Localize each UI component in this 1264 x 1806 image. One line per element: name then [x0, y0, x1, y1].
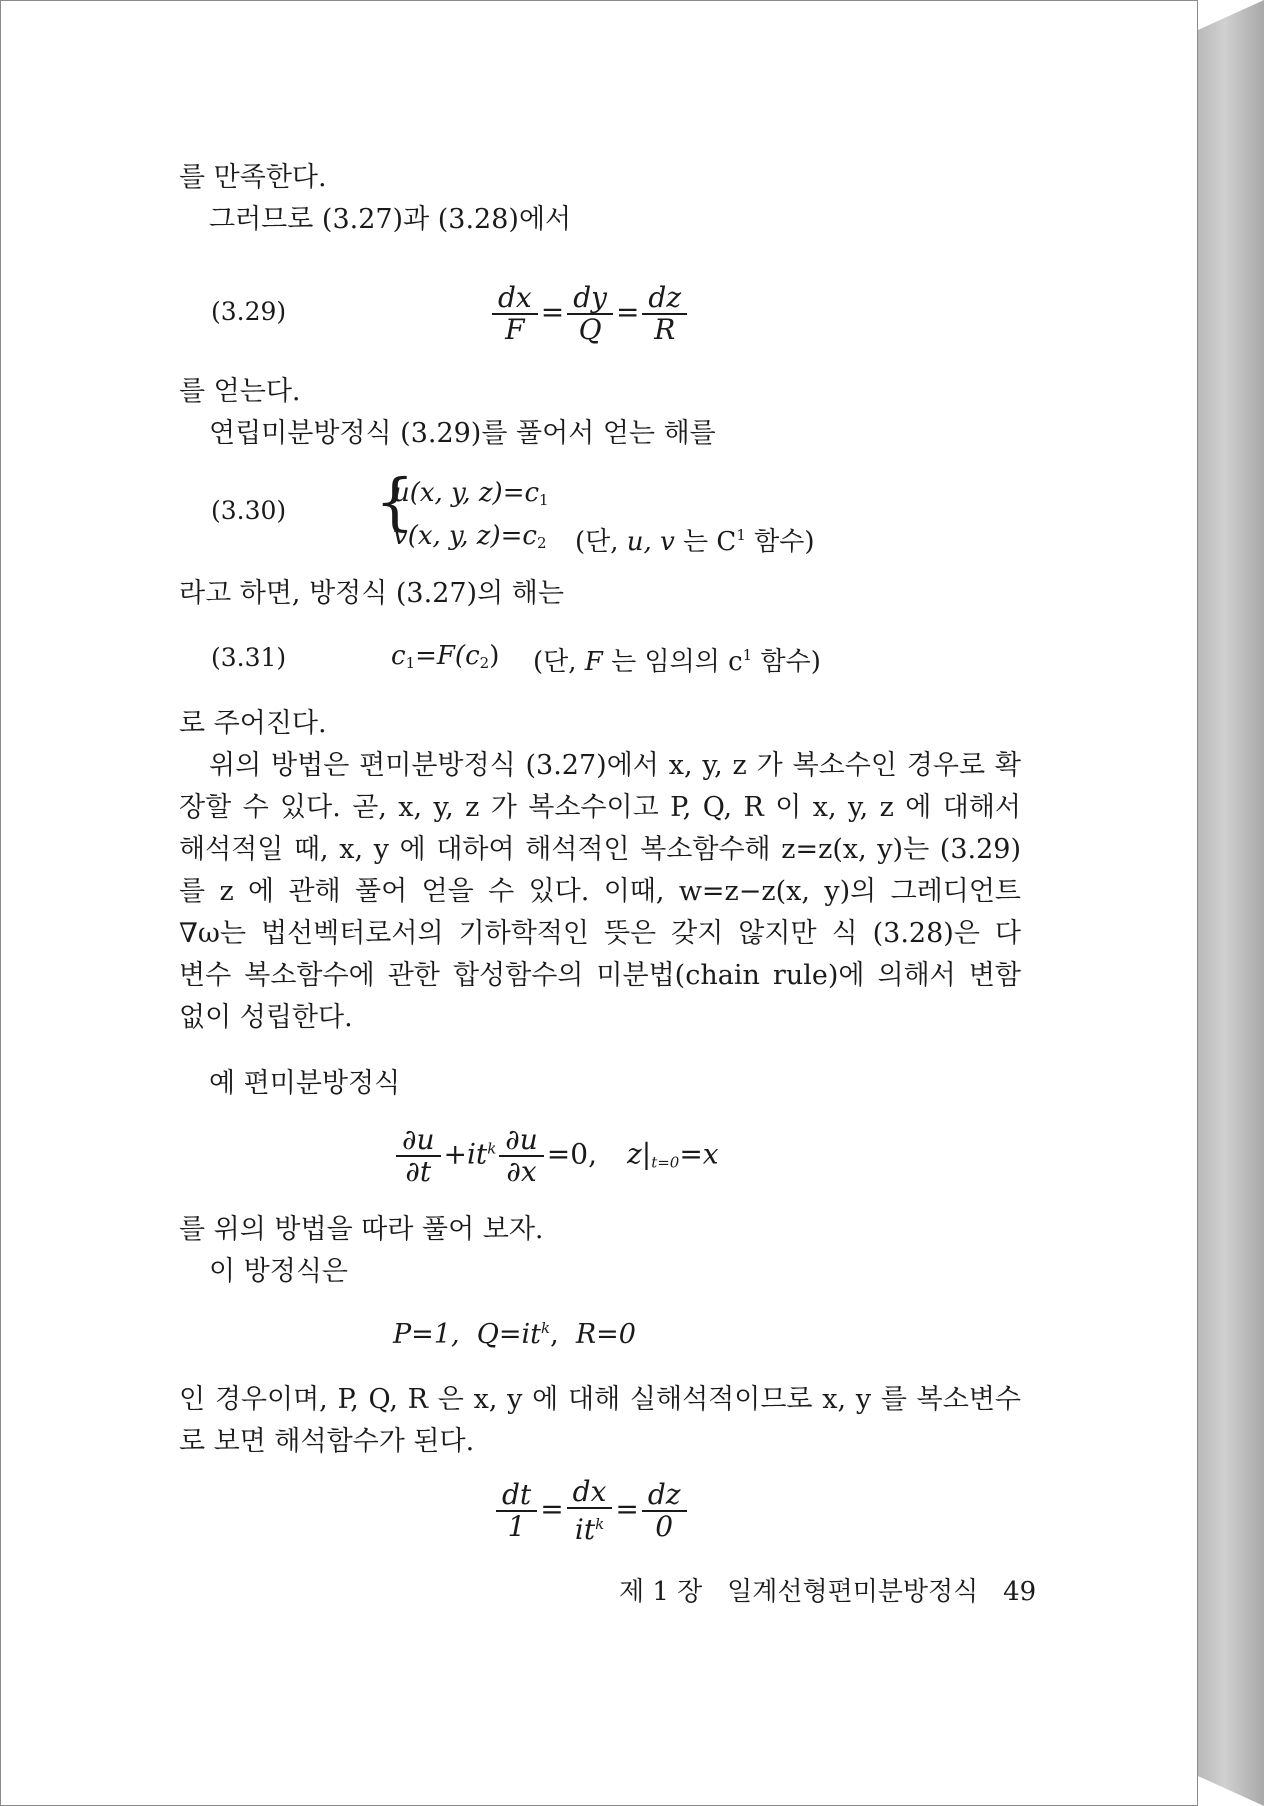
fraction: $\frac{\partial u}{\partial t}$	[396, 1125, 441, 1187]
paragraph-line: 해석적일 때, x, y 에 대하여 해석적인 복소함수해 z=z(x, y)는 (3.29)	[179, 834, 1021, 865]
equation-coefficients: P=1, $Q=it^k$, R=0	[393, 1319, 636, 1350]
fraction: $\frac{dx}{F}$	[492, 283, 538, 345]
text-line: 그러므로 (3.27)과 (3.28)에서	[209, 204, 572, 235]
paragraph-line: ∇ω는 법선벡터로서의 기하학적인 뜻은 갖지 않지만 식 (3.28)은 다	[179, 918, 1021, 949]
book-edge-top	[1198, 0, 1264, 30]
equation-note: (단, u, v 는 $C^1$ 함수)	[575, 526, 815, 557]
equation-number: (3.31)	[211, 643, 287, 672]
paragraph-line: 장할 수 있다. 곧, x, y, z 가 복소수이고 P, Q, R 이 x, y, z 에 대해서	[179, 792, 1021, 823]
text-line: 를 얻는다.	[179, 376, 301, 407]
paragraph-line: 변수 복소함수에 관한 합성함수의 미분법(chain rule)에 의해서 변함	[179, 960, 1021, 991]
text-line: 를 위의 방법을 따라 풀어 보자.	[179, 1214, 544, 1245]
equation-note: (단, F 는 임의의 $c^1$ 함수)	[533, 646, 821, 677]
book-edge	[1198, 0, 1264, 1806]
paragraph-line: 인 경우이며, P, Q, R 은 x, y 에 대해 실해석적이므로 x, y 를 복소변수	[179, 1384, 1021, 1415]
equation-number: (3.29)	[211, 297, 287, 326]
equation-3-30-row1: u(x, y, $z)=c_1$	[393, 478, 549, 509]
example-heading: 예 편미분방정식	[209, 1068, 401, 1099]
fraction: $\frac{dz}{0}$	[642, 1480, 687, 1542]
fraction: $\frac{\partial u}{\partial x}$	[499, 1125, 544, 1187]
equation-final: $\frac{dt}{1}$ = $\frac{dx}{it^k}$ = $\frac{dz}{0}$	[493, 1477, 690, 1545]
equation-3-31: $c_1=F(c_2)$	[391, 641, 500, 672]
chapter-label: 제 1 장	[619, 1577, 703, 1607]
page-footer	[619, 1571, 1036, 1608]
text-line: 로 주어진다.	[179, 708, 327, 739]
equation-3-30-row2: v(x, y, $z)=c_2$	[393, 521, 547, 552]
text-line: 를 만족한다.	[179, 162, 327, 193]
paragraph-line: 로 보면 해석함수가 된다.	[179, 1426, 475, 1457]
fraction: $\frac{dt}{1}$	[496, 1480, 537, 1542]
page-number: 49	[1003, 1577, 1037, 1607]
paragraph-line: 위의 방법은 편미분방정식 (3.27)에서 x, y, z 가 복소수인 경우로 확	[209, 750, 1021, 781]
left-brace: {	[375, 465, 415, 538]
equation-pde: $\frac{\partial u}{\partial t}$ $+it^k$ $\frac{\partial u}{\partial x}$ =0, $z|_{t=0}=x$	[393, 1125, 719, 1187]
text-line: 라고 하면, 방정식 (3.27)의 해는	[179, 578, 564, 609]
paragraph-line: 없이 성립한다.	[179, 1002, 353, 1033]
equation-number: (3.30)	[211, 496, 287, 525]
text-line: 이 방정식은	[209, 1256, 348, 1287]
fraction: $\frac{dx}{it^k}$	[567, 1477, 613, 1545]
fraction: $\frac{dy}{Q}$	[567, 283, 613, 345]
equation-3-29: $\frac{dx}{F}$ = $\frac{dy}{Q}$ = $\frac{dz}{R}$	[489, 283, 690, 345]
fraction: $\frac{dz}{R}$	[642, 283, 687, 345]
book-edge-bottom	[1198, 1776, 1264, 1806]
text-line: 연립미분방정식 (3.29)를 풀어서 얻는 해를	[209, 418, 716, 449]
paragraph-line: 를 z 에 관해 풀어 얻을 수 있다. 이때, w=z−z(x, y)의 그레디언트	[179, 876, 1021, 907]
chapter-title: 일계선형편미분방정식	[727, 1577, 979, 1607]
